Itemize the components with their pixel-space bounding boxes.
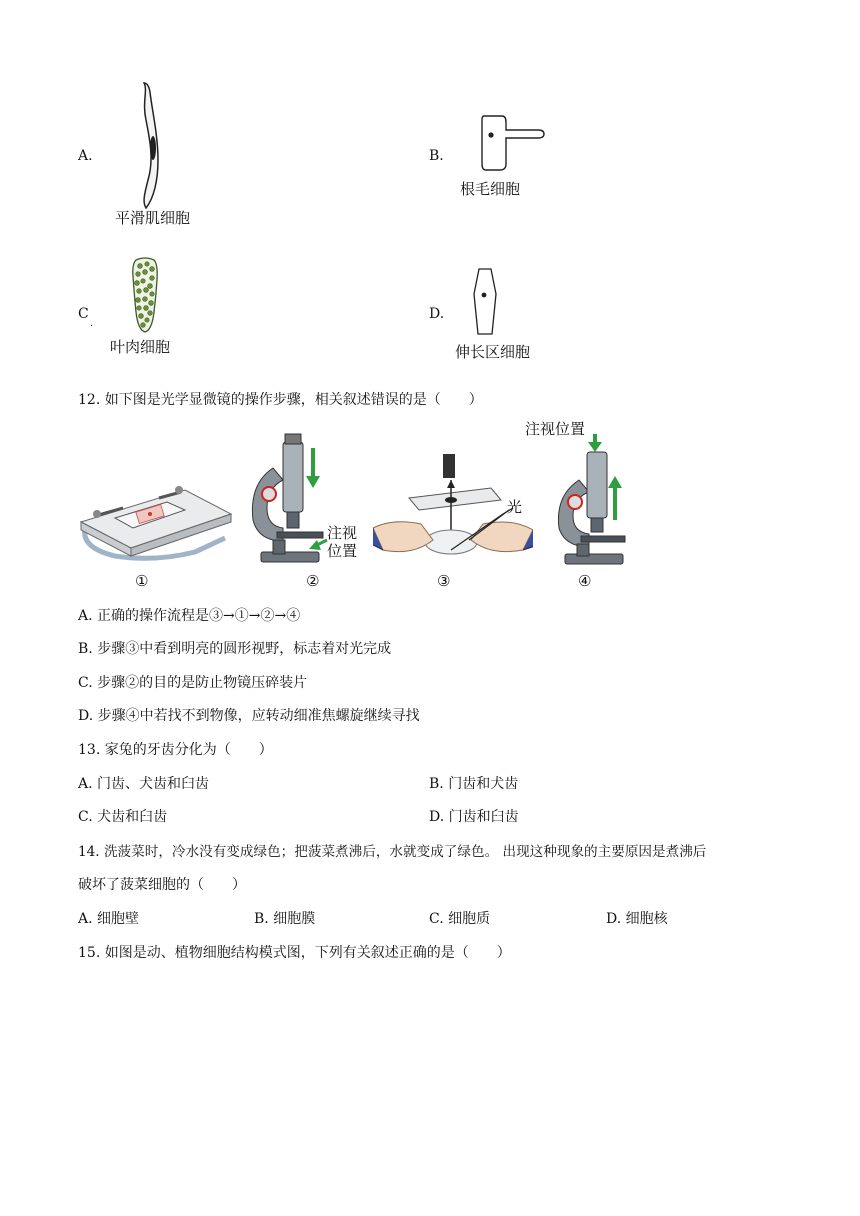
option-letter: C: [78, 306, 89, 322]
light-label: 光: [507, 498, 523, 516]
option-dot: .: [90, 318, 94, 329]
option-letter: B.: [429, 148, 444, 164]
q13-stem: 13. 家兔的牙齿分化为（ ）: [78, 742, 273, 758]
q12-option-d[interactable]: D. 步骤④中若找不到物像，应转动细准焦螺旋继续寻找: [78, 708, 420, 724]
cell-caption: 平滑肌细胞: [115, 209, 191, 227]
step-number-2: ②: [306, 572, 320, 590]
mesophyll-cell-image: [128, 256, 162, 334]
elongation-zone-cell-image: [470, 266, 500, 338]
cell-caption: 伸长区细胞: [455, 343, 531, 361]
step-number-3: ③: [437, 572, 451, 590]
q15-stem: 15. 如图是动、植物细胞结构模式图，下列有关叙述正确的是（ ）: [78, 945, 511, 961]
q12-option-c[interactable]: C. 步骤②的目的是防止物镜压碎装片: [78, 675, 308, 691]
option-letter: A.: [78, 148, 93, 164]
q14-stem-line2: 破坏了菠菜细胞的（ ）: [78, 877, 246, 893]
q13-option-d[interactable]: D. 门齿和臼齿: [429, 809, 519, 825]
step4-microscope-image: [545, 430, 635, 568]
q13-option-b[interactable]: B. 门齿和犬齿: [429, 776, 519, 792]
q14-option-d[interactable]: D. 细胞核: [606, 911, 668, 927]
root-hair-cell-image: [478, 112, 548, 174]
cell-caption: 根毛细胞: [460, 180, 521, 198]
step1-stage-image: [75, 478, 235, 564]
cell-caption: 叶肉细胞: [110, 338, 171, 356]
q12-option-a[interactable]: A. 正确的操作流程是③→①→②→④: [78, 608, 301, 624]
q14-option-a[interactable]: A. 细胞壁: [78, 911, 140, 927]
q14-option-b[interactable]: B. 细胞膜: [254, 911, 316, 927]
step2-microscope-image: [243, 428, 329, 568]
q13-option-a[interactable]: A. 门齿、犬齿和臼齿: [78, 776, 210, 792]
q14-stem-line1: 14. 洗菠菜时，冷水没有变成绿色；把菠菜煮沸后，水就变成了绿色。 出现这种现象的主要原因是煮沸后: [78, 844, 707, 860]
option-letter: D.: [429, 306, 445, 322]
step-number-1: ①: [135, 572, 149, 590]
q14-option-c[interactable]: C. 细胞质: [429, 911, 491, 927]
smooth-muscle-cell-image: [128, 80, 168, 210]
q13-option-c[interactable]: C. 犬齿和臼齿: [78, 809, 168, 825]
step-number-4: ④: [578, 572, 592, 590]
watch-position-label-2: 注视 位置: [327, 524, 358, 560]
watch-position-label-4: 注视位置: [525, 420, 586, 438]
microscope-steps-figure: [75, 418, 635, 594]
q12-option-b[interactable]: B. 步骤③中看到明亮的圆形视野，标志着对光完成: [78, 641, 392, 657]
q12-stem: 12. 如下图是光学显微镜的操作步骤，相关叙述错误的是（ ）: [78, 392, 483, 408]
